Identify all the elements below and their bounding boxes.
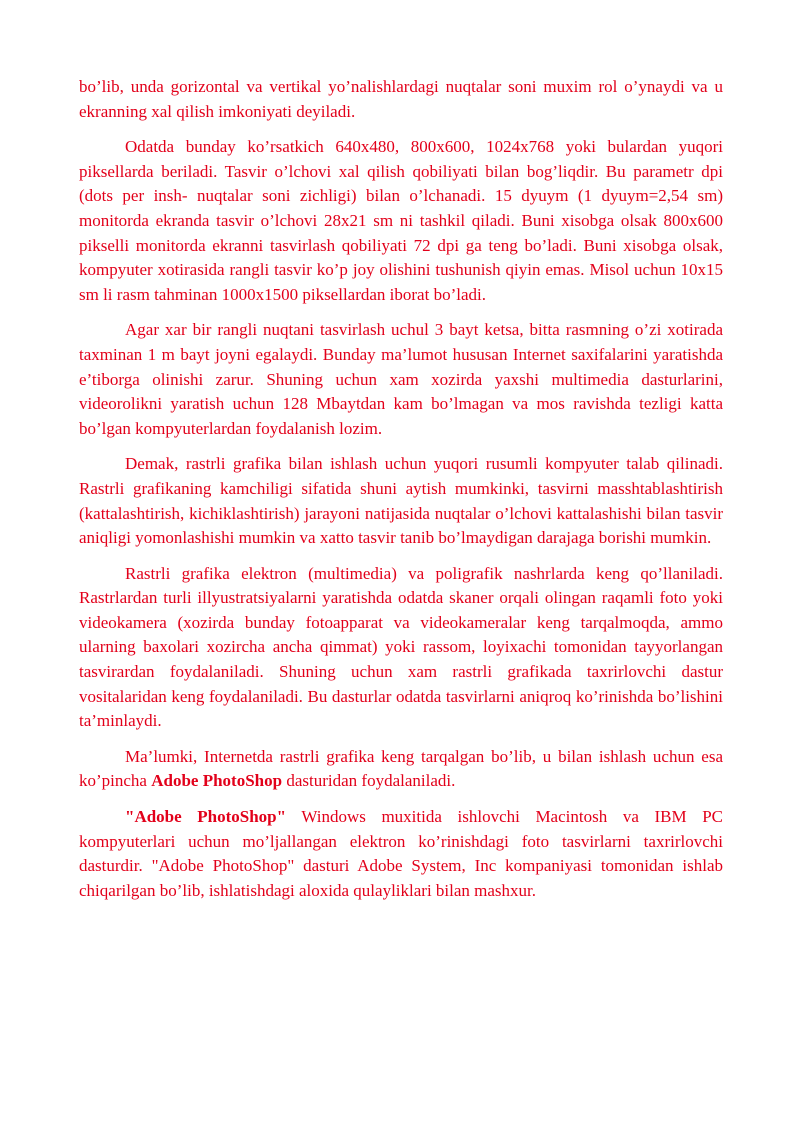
program-name-bold: Adobe PhotoShop — [151, 771, 283, 791]
paragraph-resolution-intro: bo’lib, unda gorizontal va vertikal yo’nalishlardagi nuqtalar soni muxim rol o’ynaydi va u ekranning xal qilish imkoniyati deyiladi. — [79, 77, 723, 121]
paragraph-text: dasturidan foydalaniladi. — [282, 771, 456, 791]
paragraph-photoshop-description — [79, 805, 723, 903]
paragraph-pixel-resolution: Odatda bunday ko’rsatkich 640x480, 800x600, 1024x768 yoki bulardan yuqori piksellarda beriladi. Tasvir o’lchovi xal qilish qobiliyati bilan bog’liqdir. Bu parametr dpi (dots per insh- nuqtalar soni zichligi) bilan o’lchanadi. 15 dyuym (1 dyuym=2,54 sm) monitorda ekranda tasvir o’lchovi 28x21 sm ni tashkil qiladi. Buni xisobga olsak 800x600 pikselli monitorda ekranni tasvirlash qobiliyati 72 dpi ga teng bo’ladi. Buni xisobga olsak, kompyuter xotirasida rangli tasvir ko’p joy olishini tushunish qiyin emas. Misol uchun 10x15 sm li rasm tahminan 1000x1500 piksellardan iborat bo’ladi. — [79, 137, 723, 304]
paragraph-raster-usage: Rastrli grafika elektron (multimedia) va poligrafik nashrlarda keng qo’llaniladi. Rastrlardan turli illyustratsiyalarni yaratishda odatda skaner orqali olingan raqamli foto yoki videokamera (xozirda bunday fotoapparat va videokameralar keng tarqalmoqda, ammo ularning baxolari xozircha ancha qimmat) yoki rassom, loyixachi tomonidan tayyorlangan tasvirardan foydalaniladi. Shuning uchun xam rastrli grafikada taxrirlovchi dastur vositalaridan keng foydalaniladi. Bu dasturlar odatda tasvirlarni aniqroq ko’rinishda bo’lishini ta’minlaydi. — [79, 563, 723, 731]
paragraph-memory-usage: Agar xar bir rangli nuqtani tasvirlash uchul 3 bayt ketsa, bitta rasmning o’zi xotirada taxminan 1 m bayt joyni egalaydi. Bunday ma’lumot hususan Internet saxifalarini yaratishda e’tiborga olinishi zarur. Shuning uchun xam xozirda yaxshi multimedia dasturlarini, videorolikni yaratish uchun 128 Mbaytdan kam bo’lmagan va mos ravishda tezligi katta bo’lgan kompyuterlardan foydalanish lozim. — [79, 320, 723, 438]
paragraph-photoshop-mention — [79, 745, 723, 794]
paragraph-text: Ma’lumki, Internetda rastrli grafika keng tarqalgan bo’lib, u bilan ishlash uchun esa ko’pincha — [79, 746, 723, 791]
paragraph-raster-drawbacks: Demak, rastrli grafika bilan ishlash uchun yuqori rusumli kompyuter talab qilinadi. Rastrli grafikaning kamchiligi sifatida shuni aytish mumkinki, tasvirni masshtablashtirish (kattalashtirish, kichiklashtirish) jarayoni natijasida nuqtalar o’lchovi kattalashishi bilan tasvir aniqligi yomonlashishi mumkin va xatto tasvir tanib bo’lmaydigan darajaga borishi mumkin. — [79, 454, 723, 548]
paragraph-text: Windows muxitida ishlovchi Macintosh va IBM PC kompyuterlari uchun mo’ljallangan elektron ko’rinishdagi foto tasvirlarni taxrirlovchi dasturdir. "Adobe PhotoShop" dasturi Adobe System, Inc kompaniyasi tomonidan ishlab chiqarilgan bo’lib, ishlatishdagi aloxida qulayliklari bilan mashxur. — [79, 807, 723, 900]
document-body — [79, 75, 723, 914]
program-name-bold: "Adobe PhotoShop" — [125, 807, 287, 827]
